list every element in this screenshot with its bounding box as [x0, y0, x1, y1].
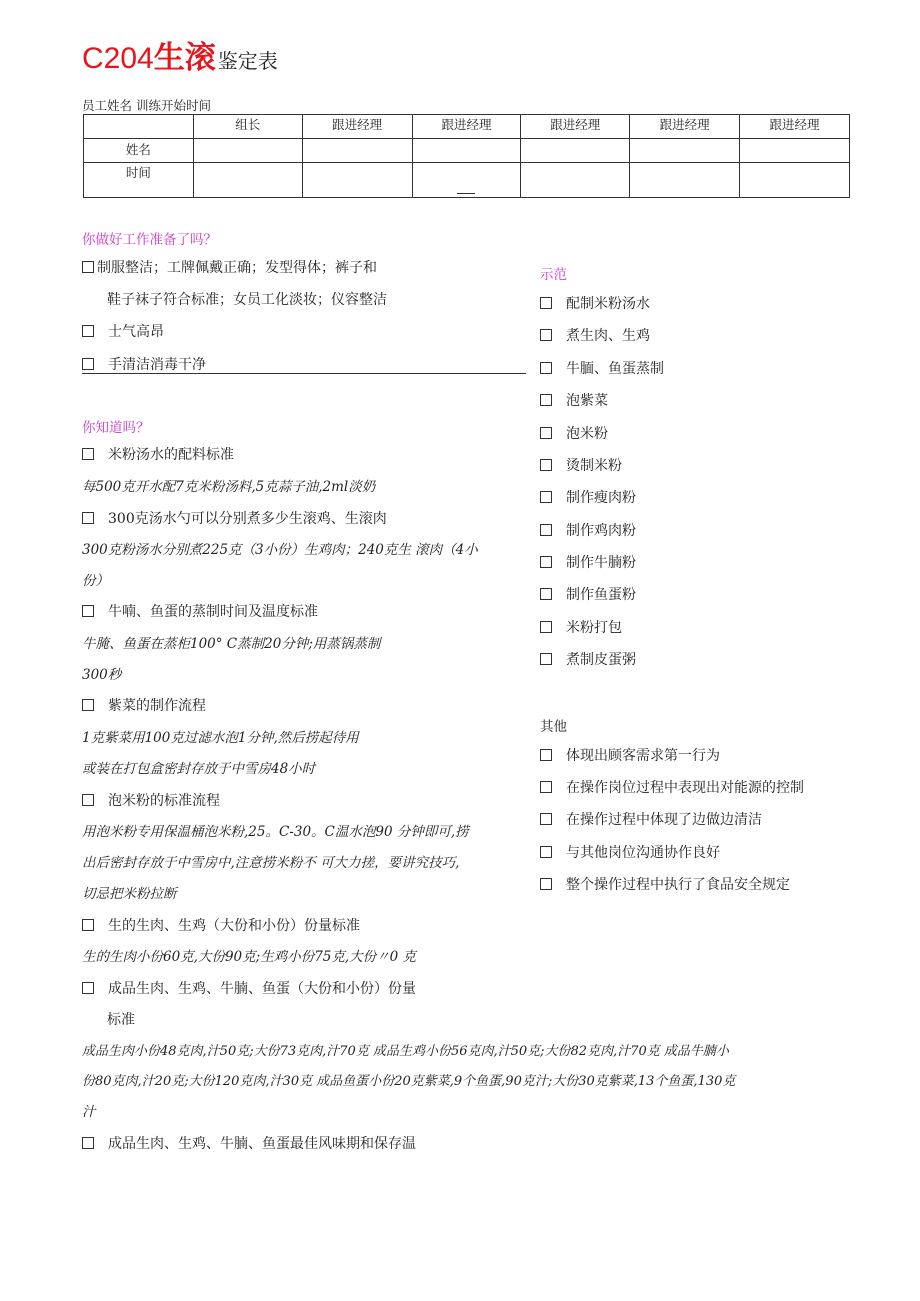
checkbox[interactable]: [540, 394, 552, 406]
know-item: 成品生肉、生鸡、牛腩、鱼蛋最佳风味期和保存温: [82, 1134, 416, 1154]
header-cell-leader: 组长: [193, 115, 302, 139]
demo-item: 米粉打包: [540, 618, 622, 638]
know-heading: 你知道吗？: [82, 420, 150, 436]
demo-item: 牛腼、鱼蛋蒸制: [540, 359, 664, 379]
checkbox[interactable]: [82, 448, 94, 460]
know-item: 紫菜的制作流程: [82, 696, 206, 716]
demo-heading: 示范: [540, 267, 567, 283]
demo-item: 煮生肉、生鸡: [540, 326, 650, 346]
name-cell[interactable]: [630, 139, 740, 163]
checkbox[interactable]: [82, 512, 94, 524]
checkbox[interactable]: [540, 427, 552, 439]
checkbox[interactable]: [540, 621, 552, 633]
checkbox[interactable]: [540, 653, 552, 665]
checkbox[interactable]: [540, 524, 552, 536]
employee-meta-line: 员工姓名 训练开始时间: [82, 98, 211, 113]
checkbox[interactable]: [540, 297, 552, 309]
checkbox[interactable]: [540, 813, 552, 825]
know-item-cont: 标准: [107, 1012, 135, 1028]
checkbox[interactable]: [540, 556, 552, 568]
know-answer: 生的生肉小份60克,大份90克;生鸡小份75克,大份〃0 克: [82, 949, 417, 965]
checkbox[interactable]: [82, 919, 94, 931]
row-label-time: 时间: [84, 163, 194, 198]
checkbox[interactable]: [540, 749, 552, 761]
page-title: [82, 38, 278, 83]
other-item: 在操作过程中体现了边做边清洁: [540, 810, 762, 830]
header-cell-manager-2: 跟进经理: [412, 115, 521, 139]
demo-item: 烫制米粉: [540, 456, 622, 476]
know-answer: 汁: [82, 1104, 96, 1120]
sign-off-table: [83, 114, 850, 198]
demo-item: 制作鱼蛋粉: [540, 585, 636, 605]
demo-item: 制作鸡肉粉: [540, 521, 636, 541]
demo-item: 制作瘦肉粉: [540, 488, 636, 508]
prep-item-uniform-cont: 鞋子袜子符合标准；女员工化淡妆；仪容整洁: [107, 292, 387, 308]
know-answer: 出后密封存放于中雪房中,注意捞米粉不 可大力搓，要讲究技巧,: [82, 855, 460, 871]
checkbox[interactable]: [82, 605, 94, 617]
checkbox[interactable]: [540, 491, 552, 503]
dash-mark: [457, 193, 475, 194]
checkbox[interactable]: [82, 358, 94, 370]
demo-item: 煮制皮蛋粥: [540, 650, 636, 670]
know-answer: 用泡米粉专用保温桶泡米粉,25。C-30。C温水泡90 分钟即可,捞: [82, 824, 469, 840]
name-cell[interactable]: [302, 139, 412, 163]
know-item: 米粉汤水的配料标准: [82, 445, 234, 465]
prep-item-hands: [82, 355, 206, 375]
name-cell[interactable]: [740, 139, 850, 163]
table-row-name: [84, 139, 850, 163]
checkbox[interactable]: [82, 982, 94, 994]
header-cell-manager-4: 跟进经理: [630, 115, 740, 139]
name-cell[interactable]: [521, 139, 630, 163]
know-answer: 牛腌、鱼蛋在蒸柜100° C蒸制20分钟;用蒸锅蒸制: [82, 636, 381, 652]
header-cell-manager-5: 跟进经理: [740, 115, 850, 139]
checkbox[interactable]: [82, 261, 94, 273]
prep-item-label: 制服整洁；工牌佩戴正确；发型得体；裤子和: [97, 260, 377, 276]
know-answer: 或装在打包盒密封存放于中雪房48小时: [82, 761, 316, 777]
demo-item: 制作牛腩粉: [540, 553, 636, 573]
demo-item: 配制米粉汤水: [540, 294, 650, 314]
header-cell-manager-3: 跟进经理: [521, 115, 630, 139]
prep-item-uniform: [82, 258, 377, 278]
other-item: 体现出顾客需求第一行为: [540, 746, 720, 766]
checkbox[interactable]: [540, 878, 552, 890]
other-heading: 其他: [540, 719, 567, 735]
prep-item-label: 手清洁消毒干净: [108, 357, 206, 373]
know-answer: 1克紫菜用100克过滤水泡1分钟,然后捞起待用: [82, 730, 359, 746]
checkbox[interactable]: [540, 362, 552, 374]
checkbox[interactable]: [540, 781, 552, 793]
checkbox[interactable]: [540, 846, 552, 858]
demo-item: 泡米粉: [540, 424, 608, 444]
know-answer: 份80克肉,汁20克;大份120克肉,汁30克 成品鱼蛋小份20克紫菜,9个鱼蛋,90克汁;大份30克紫菜,13个鱼蛋,130克: [82, 1074, 736, 1089]
time-cell[interactable]: [521, 163, 630, 198]
prep-heading: 你做好工作准备了吗？: [82, 232, 217, 248]
header-cell-manager-1: 跟进经理: [302, 115, 412, 139]
checkbox[interactable]: [82, 794, 94, 806]
time-cell[interactable]: [630, 163, 740, 198]
table-header-row: [84, 115, 850, 139]
know-answer: 成品生肉小份48克肉,汁50克;大份73克肉,汁70克 成品生鸡小份56克肉,汁50克;大份82克肉,汁70克 成品牛腩小: [82, 1044, 729, 1059]
checkbox[interactable]: [82, 1137, 94, 1149]
time-cell[interactable]: [193, 163, 302, 198]
time-cell[interactable]: [302, 163, 412, 198]
checkbox[interactable]: [540, 459, 552, 471]
section-divider: [82, 373, 526, 374]
checkbox[interactable]: [540, 588, 552, 600]
checkbox[interactable]: [82, 325, 94, 337]
prep-item-label: 士气高昂: [108, 324, 164, 340]
name-cell[interactable]: [193, 139, 302, 163]
know-item: 成品生肉、生鸡、牛腩、鱼蛋（大份和小份）份量: [82, 979, 416, 999]
know-answer: 切忌把米粉拉断: [82, 886, 177, 902]
know-item: 牛喃、鱼蛋的蒸制时间及温度标准: [82, 602, 318, 622]
other-item: 与其他岗位沟通协作良好: [540, 843, 720, 863]
know-answer: 300秒: [82, 667, 122, 683]
title-sub: 鉴定表: [217, 49, 278, 73]
know-answer: 每500克开水配7克米粉汤料,5克蒜子油,2ml淡奶: [82, 479, 376, 495]
title-main: 生滚: [153, 40, 216, 76]
know-answer: 份）: [82, 573, 109, 589]
checkbox[interactable]: [82, 699, 94, 711]
title-code: C204: [82, 42, 154, 75]
know-answer: 300克粉汤水分别煮225克（3小份）生鸡肉；240克生 滚肉（4小: [82, 542, 478, 558]
know-item: 生的生肉、生鸡（大份和小份）份量标准: [82, 916, 360, 936]
know-item: 300克汤水勺可以分别煮多少生滚鸡、生滚肉: [82, 509, 387, 529]
know-item: 泡米粉的标准流程: [82, 791, 220, 811]
prep-item-morale: [82, 322, 164, 342]
other-item: 在操作岗位过程中表现出对能源的控制: [540, 778, 804, 798]
header-cell-empty: [84, 115, 194, 139]
other-item: 整个操作过程中执行了食品安全规定: [540, 875, 790, 895]
demo-item: 泡紫菜: [540, 391, 608, 411]
checkbox[interactable]: [540, 329, 552, 341]
row-label-name: 姓名: [84, 139, 194, 163]
time-cell[interactable]: [740, 163, 850, 198]
name-cell[interactable]: [412, 139, 521, 163]
